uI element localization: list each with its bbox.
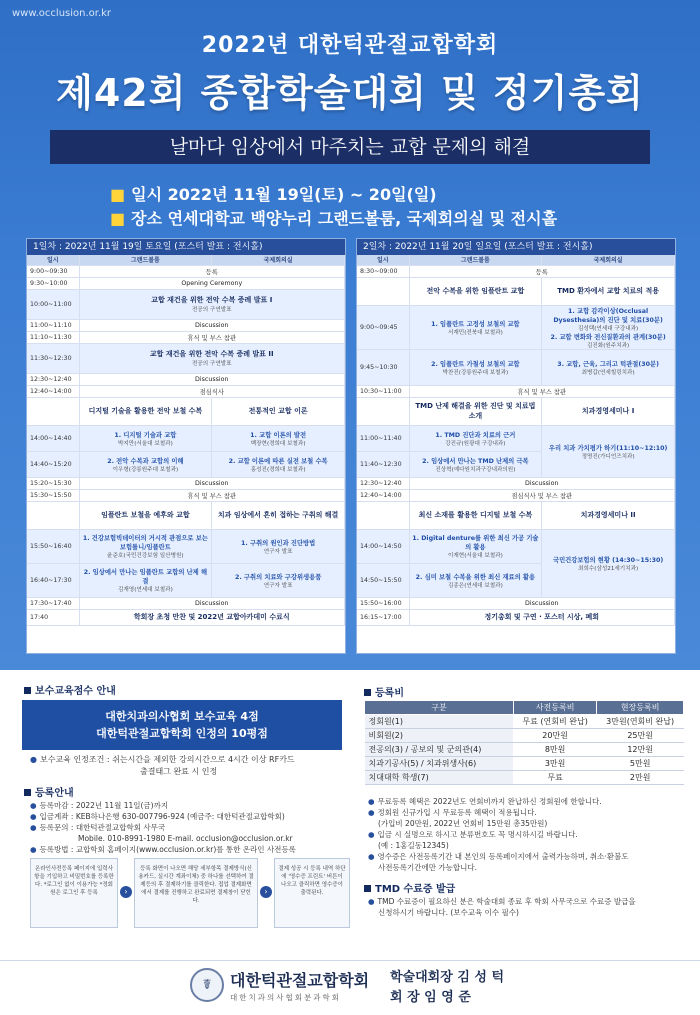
speaker: 연구자 발표 (263, 582, 293, 589)
register-steps (30, 858, 350, 928)
tmd-title (364, 880, 455, 895)
time-cell: 15:30~15:50 (27, 489, 79, 501)
session-title: TMD 난제 해결을 위한 진단 및 치료법 소개 (409, 397, 542, 425)
venue-text: 장소 연세대학교 백양누리 그랜드볼룸, 국제회의실 및 전시홀 (131, 209, 558, 228)
fee-note: 사전등록기간에만 가능합니다. (378, 863, 477, 872)
col-intl: 국제회의실 (212, 255, 345, 265)
time-cell: 12:40~14:00 (27, 385, 79, 397)
time-cell: 11:10~11:30 (27, 331, 79, 343)
talk-title: 우리 치과 가치평가 하기(11:10~12:10) (548, 444, 668, 452)
speaker: 백장현(경희대 보철과) (250, 440, 306, 447)
talk-cell (212, 529, 345, 563)
table-row (365, 729, 684, 743)
talk-title: 2. 임플란트 가철성 보철의 교합 (431, 360, 520, 368)
fees-title (364, 684, 404, 699)
table-row (365, 757, 684, 771)
event-cell: Discussion (409, 597, 675, 609)
blank-cell (357, 277, 409, 305)
talk-cell (79, 529, 212, 563)
speaker: 박지만(서울대 보철과) (117, 440, 173, 447)
fee-cell: 비회원(2) (365, 729, 514, 743)
event-cell: 등록 (79, 265, 345, 277)
event-cell: 휴식 및 부스 참관 (409, 385, 675, 397)
time-cell: 9:00~09:30 (27, 265, 79, 277)
speaker: 윤준호(국민건강보험 일산병원) (107, 553, 184, 559)
register-account: 입금계좌 : KEB하나은행 630-007796-924 (예금주: 대한턱관절교합학회) (39, 812, 285, 821)
session-title: 전악 수복을 위한 임플란트 교합 (409, 277, 542, 305)
talk-cell (542, 349, 675, 385)
time-cell: 11:00~11:40 (357, 425, 409, 451)
time-cell: 14:00~14:50 (357, 529, 409, 563)
fee-cell: 2만원 (597, 771, 684, 785)
fee-note: 입금 시 실명으로 하시고 분류번호도 꼭 명시하시길 바랍니다. (377, 830, 578, 839)
square-icon (364, 689, 371, 696)
time-cell: 17:30~17:40 (27, 597, 79, 609)
date-line (110, 182, 437, 205)
bullet-icon: ● (368, 897, 375, 906)
bullet-icon: ● (368, 808, 375, 817)
time-cell: 14:00~14:40 (27, 425, 79, 451)
speaker: 홍성진(경희대 보철과) (250, 466, 306, 473)
venue-line (110, 206, 557, 229)
talk-cell (409, 305, 542, 349)
cme-title (24, 682, 116, 697)
session-title: 교합 재건을 위한 전악 수복 증례 발표 II (149, 350, 274, 358)
fee-cell: 5만원 (597, 757, 684, 771)
talk-cell (79, 425, 212, 451)
talk-title: 1. 교합 감각이상(Occlusal Dysesthesia)의 진단 및 치료(30분) (553, 307, 663, 324)
step-2: 등록 화면이 나오면 해당 세부항목 결제방식(신용카드, 실시간 계좌이체) 중 하나를 선택하여 결제등의 후 결제하기를 클릭한다. 접업 결제화면에서 결제를 진행하고 완료되면 결제창이 닫힌다. (134, 858, 258, 928)
fee-col-onsite: 현장등록비 (597, 701, 684, 715)
arrow-right-icon: › (260, 886, 272, 898)
fee-cell: 3만원 (513, 757, 596, 771)
register-method: 등록방법 : 교합학회 홈페이지(www.occlusion.or.kr)를 통한 온라인 사전등록 (39, 845, 296, 854)
time-cell: 15:20~15:30 (27, 477, 79, 489)
talk-title: 1. 구취의 원인과 진단방법 (241, 539, 316, 547)
tmd-title-text: TMD 수료증 발급 (375, 884, 456, 895)
fee-cell: 25만원 (597, 729, 684, 743)
event-cell: Discussion (409, 477, 675, 489)
talk-cell (79, 563, 212, 597)
event-cell: 휴식 및 부스 참관 (79, 331, 345, 343)
year-title: 2022년 대한턱관절교합학회 (201, 33, 499, 58)
date-text: 일시 2022년 11월 19일(토) ~ 20일(일) (131, 185, 437, 204)
time-cell: 11:00~11:10 (27, 319, 79, 331)
cme-note-line2: 출결태그 완료 시 인정 (140, 767, 218, 776)
fee-note: 정회원 신규가입 시 무료등록 혜택이 적용됩니다. (377, 808, 537, 817)
day1-schedule (26, 238, 346, 654)
event-cell: 정기총회 및 구연 · 포스터 시상, 폐회 (409, 609, 675, 625)
fee-cell: 8만원 (513, 743, 596, 757)
talk-cell (212, 425, 345, 451)
blank-cell (27, 501, 79, 529)
talk-cell (542, 305, 675, 349)
time-cell: 11:30~12:30 (27, 343, 79, 373)
talk-cell (212, 563, 345, 597)
fee-cell: 치과기공사(5) / 치과위생사(6) (365, 757, 514, 771)
session-title: TMD 환자에서 교합 치료의 적용 (542, 277, 675, 305)
register-contact: 등록문의 : 대한턱관절교합학회 사무국 (39, 823, 166, 832)
speaker: 연구자 발표 (263, 548, 293, 555)
session-title: 치과경영세미나 I (542, 397, 675, 425)
session-sub: 전공의 구연발표 (191, 307, 232, 313)
talk-cell (409, 349, 542, 385)
event-cell: 점심식사 및 부스 참관 (409, 489, 675, 501)
fee-cell: 전공의(3) / 공보의 및 군의관(4) (365, 743, 514, 757)
time-cell: 9:45~10:30 (357, 349, 409, 385)
time-cell: 14:40~15:20 (27, 451, 79, 477)
fee-col-pre: 사전등록비 (513, 701, 596, 715)
subtitle-bar: 날마다 임상에서 마주치는 교합 문제의 해결 (50, 130, 650, 164)
fee-cell: 20만원 (513, 729, 596, 743)
event-cell: 학회장 초청 만찬 및 2022년 교합아카데미 수료식 (79, 609, 345, 625)
time-cell: 17:40 (27, 609, 79, 625)
speaker: 이우형(강릉원주대 보철과) (112, 466, 179, 473)
talk-title: 2. 구취의 치료와 구강위생용품 (234, 573, 322, 581)
time-cell: 16:40~17:30 (27, 563, 79, 597)
event-cell: 휴식 및 부스 참관 (79, 489, 345, 501)
time-cell: 9:00~09:45 (357, 305, 409, 349)
table-row (365, 743, 684, 757)
talk-title: 1. 건강보험빅데이터의 거시적 관점으로 보는 보험틀니/임플란트 (82, 535, 208, 551)
day2-table (357, 255, 675, 626)
day2-schedule (356, 238, 676, 654)
talk-cell (409, 425, 542, 451)
register-list (30, 800, 296, 855)
event-cell: Discussion (79, 319, 345, 331)
fee-cell: 3만원(연회비 완납) (597, 715, 684, 729)
fee-notes (368, 796, 628, 873)
time-cell: 12:30~12:40 (357, 477, 409, 489)
blank-cell (27, 397, 79, 425)
fee-table (364, 700, 684, 785)
day2-title: 2일차 : 2022년 11월 20일 일요일 (포스터 발표 : 전시홀) (357, 239, 675, 255)
cme-note-line1: 보수교육 인정조건 : 쉬는시간을 제외한 강의시간으로 4시간 이상 RF카드 (39, 755, 295, 764)
register-title-text: 등록안내 (35, 788, 74, 799)
main-title: 제42회 종합학술대회 및 정기총회 (56, 71, 644, 115)
col-time: 일시 (27, 255, 79, 265)
talk-title: 2. 임상에서 만나는 TMD 난제의 극복 (422, 457, 529, 465)
footer-leaders (390, 968, 504, 1008)
fee-cell: 무료 (연회비 완납) (513, 715, 596, 729)
talk-cell (542, 529, 675, 597)
time-cell: 15:50~16:40 (27, 529, 79, 563)
talk-title: 1. TMD 진단과 치료의 근거 (435, 431, 516, 439)
session-cell (79, 343, 345, 373)
cme-banner-line2: 대한턱관절교합학회 인정의 10평점 (96, 727, 268, 740)
talk-title: 1. 디지털 기술과 교합 (114, 431, 177, 439)
talk-title: 3. 교합, 근육, 그리고 턱관절(30분) (557, 360, 659, 368)
speaker: 김진화(원주치과) (587, 342, 630, 349)
talk-cell (409, 563, 542, 597)
footer-lead2: 회 장 임 영 준 (390, 990, 471, 1005)
col-intl: 국제회의실 (542, 255, 675, 265)
cme-title-text: 보수교육점수 안내 (35, 686, 116, 697)
fee-note: (가입비 20만원, 2022년 연회비 15만원 총35만원) (378, 819, 548, 828)
event-cell: Opening Ceremony (79, 277, 345, 289)
fee-note: 무료등록 혜택은 2022년도 연회비까지 완납하신 정회원에 한합니다. (377, 797, 602, 806)
square-icon (364, 885, 371, 892)
tmd-line2: 신청하시기 바랍니다. (보수교육 이수 필수) (378, 908, 519, 917)
day1-table (27, 255, 345, 626)
speaker: 최희수(삼성21세기치과) (578, 565, 639, 572)
footer-org: 대한턱관절교합학회 (230, 971, 370, 990)
col-grand: 그랜드볼룸 (409, 255, 542, 265)
square-icon (24, 789, 31, 796)
speaker: 최병갑(연세힐링치과) (581, 369, 635, 376)
bullet-icon: ● (368, 797, 375, 806)
talk-title: 2. 교합 변화와 전신질환과의 관계(30분) (550, 333, 666, 341)
fee-note: 영수증은 사전등록기간 내 본인의 등록페이지에서 출력가능하며, 취소·환불도 (377, 852, 629, 861)
talk-title: 2. 임상에서 만나는 임플란트 교합의 난제 해결 (83, 569, 208, 585)
speaker: 진상혁(예다원치과구강내과의원) (435, 466, 516, 473)
register-deadline: 등록마감 : 2022년 11월 11일(금)까지 (39, 801, 169, 810)
talk-title: 2. 전악 수복과 교합의 이해 (107, 457, 184, 465)
step-1: 온라인사전등록 페이지에 입력사항을 기입하고 비밀번호를 등록한다. *로그인 없이 이용가능 *정회원은 로그인 후 등록 (30, 858, 118, 928)
event-cell: Discussion (79, 477, 345, 489)
bullet-icon: ● (30, 823, 37, 832)
bullet-icon: ● (30, 755, 37, 764)
speaker: 이재현(서울대 보철과) (447, 553, 503, 559)
society-logo-icon: ☤ (190, 968, 224, 1002)
cme-banner-line1: 대한치과의사협회 보수교육 4점 (105, 710, 259, 723)
time-cell: 12:30~12:40 (27, 373, 79, 385)
bullet-icon: ■ (110, 209, 126, 228)
cme-note (30, 754, 295, 778)
table-row (365, 771, 684, 785)
talk-title: 국민건강보험의 현황 (14:30~15:30) (553, 556, 664, 564)
fee-cell: 무료 (513, 771, 596, 785)
arrow-right-icon: › (120, 886, 132, 898)
talk-title: 1. 임플란트 고정성 보철의 교합 (431, 320, 520, 328)
talk-title: 2. 심미 보철 수복을 위한 최신 재료의 활용 (415, 573, 536, 581)
register-contact-details[interactable]: Mobile. 010-8991-1980 E-mail. occlusion@occlusion.or.kr (78, 834, 293, 843)
session-cell (79, 289, 345, 319)
cme-banner (22, 700, 342, 750)
talk-cell (79, 451, 212, 477)
tmd-note (368, 896, 636, 918)
session-title: 치과경영세미나 II (542, 501, 675, 529)
talk-cell (409, 451, 542, 477)
time-cell: 8:30~09:00 (357, 265, 409, 277)
session-title: 디지털 기술을 활용한 전악 보철 수복 (79, 397, 212, 425)
fees-title-text: 등록비 (375, 688, 404, 699)
time-cell: 10:30~11:00 (357, 385, 409, 397)
tmd-line1: TMD 수료증이 필요하신 분은 학술대회 종료 후 학회 사무국으로 수료증 발급을 (377, 897, 636, 906)
fee-cell: 정회원(1) (365, 715, 514, 729)
session-title: 최신 소재를 활용한 디지털 보철 수복 (409, 501, 542, 529)
site-url[interactable]: www.occlusion.or.kr (12, 8, 112, 19)
blank-cell (357, 397, 409, 425)
speaker: 정명진(가디언즈치과) (581, 453, 635, 460)
talk-title: 1. Digital denture를 위한 최신 가공 기술의 활용 (412, 535, 539, 551)
session-title: 치과 임상에서 흔히 접하는 구취의 해결 (212, 501, 345, 529)
talk-title: 2. 교합 이론에 따른 실전 보철 수복 (228, 457, 328, 465)
fee-cell: 치대대학 학생(7) (365, 771, 514, 785)
bullet-icon: ■ (110, 185, 126, 204)
talk-cell (212, 451, 345, 477)
register-title (24, 784, 74, 799)
fee-cell: 12만원 (597, 743, 684, 757)
col-time: 일시 (357, 255, 409, 265)
talk-title: 1. 교합 이론의 발전 (250, 431, 307, 439)
col-grand: 그랜드볼룸 (79, 255, 212, 265)
time-cell: 15:50~16:00 (357, 597, 409, 609)
time-cell: 12:40~14:00 (357, 489, 409, 501)
speaker: 강진규(원광대 구강내과) (445, 440, 506, 447)
bullet-icon: ● (30, 845, 37, 854)
bullet-icon: ● (30, 812, 37, 821)
time-cell: 14:50~15:50 (357, 563, 409, 597)
footer-org-sub: 대한치과의사협회분과학회 (230, 993, 341, 1002)
fee-note: (예 : 1홍길동12345) (378, 841, 449, 850)
event-cell: 등록 (409, 265, 675, 277)
speaker: 박찬진(강릉원주대 보철과) (442, 369, 509, 376)
time-cell: 11:40~12:30 (357, 451, 409, 477)
footer-lead1: 학술대회장 김 성 턱 (390, 970, 505, 985)
time-cell: 16:15~17:00 (357, 609, 409, 625)
event-cell: 점심식사 (79, 385, 345, 397)
fee-col-type: 구분 (365, 701, 514, 715)
talk-cell (542, 425, 675, 477)
session-title: 교합 재건을 위한 전악 수복 증례 발표 I (151, 296, 273, 304)
speaker: 김종은(연세대 보철과) (447, 582, 503, 589)
step-3: 결제 성공 시 등록 내역 하단에 '영수증 프린트' 버튼이 나오고 클릭하면 영수증이 출력된다. (274, 858, 350, 928)
bullet-icon: ● (30, 801, 37, 810)
square-icon (24, 687, 31, 694)
day1-title: 1일차 : 2022년 11월 19일 토요일 (포스터 발표 : 전시홀) (27, 239, 345, 255)
speaker: 김성택(연세대 구강내과) (578, 325, 639, 332)
bullet-icon: ● (368, 852, 375, 861)
talk-cell (409, 529, 542, 563)
session-title: 임플란트 보철을 예후와 교합 (79, 501, 212, 529)
blank-cell (357, 501, 409, 529)
speaker: 김재영(연세대 보철과) (117, 587, 173, 593)
table-row (365, 715, 684, 729)
bullet-icon: ● (368, 830, 375, 839)
time-cell: 9:30~10:00 (27, 277, 79, 289)
event-cell: Discussion (79, 597, 345, 609)
event-cell: Discussion (79, 373, 345, 385)
session-sub: 전공의 구연발표 (191, 361, 232, 367)
session-title: 전통적인 교합 이론 (212, 397, 345, 425)
speaker: 서재민(전북대 보철과) (447, 329, 503, 336)
time-cell: 10:00~11:00 (27, 289, 79, 319)
